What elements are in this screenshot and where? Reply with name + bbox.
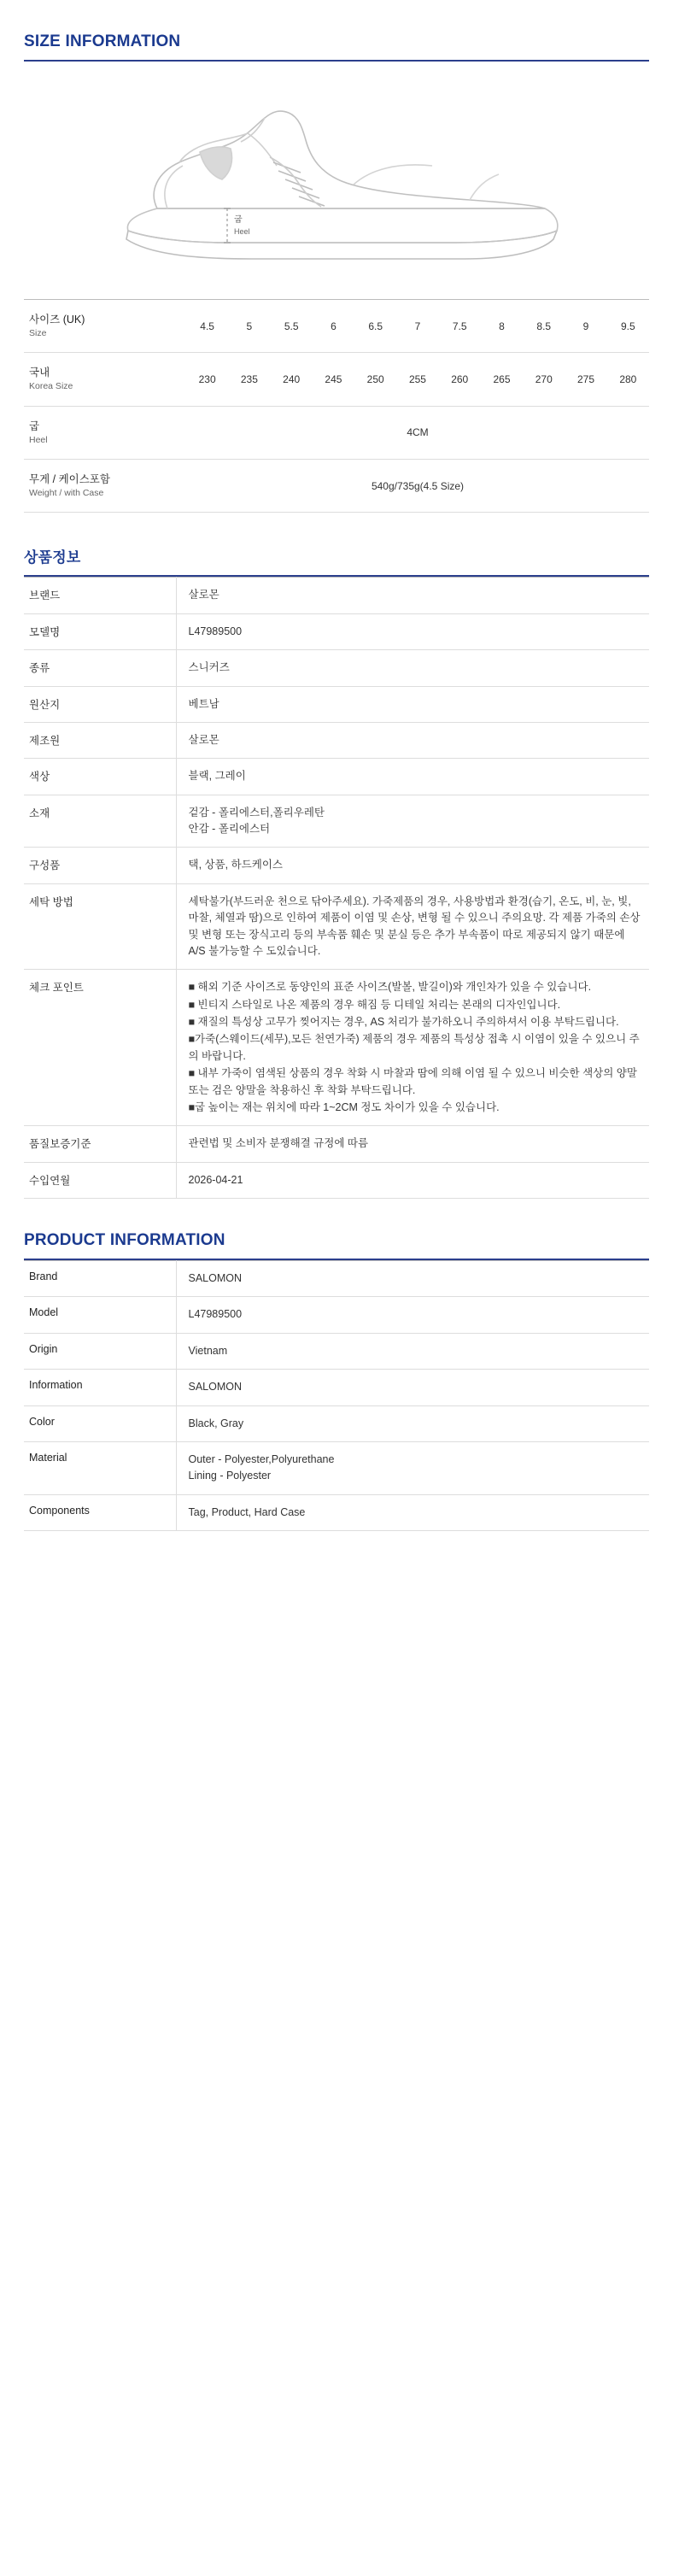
info-value: 관련법 및 소비자 분쟁해결 규정에 따름 [188,1137,369,1150]
info-label: 제조원 [24,722,176,758]
info-value: 살로몬 [188,589,219,601]
table-row [24,1441,649,1494]
check-point-item: ■ 내부 가죽이 염색된 상품의 경우 착화 시 마찰과 땀에 의해 이염 될 수 있으니 비슷한 색상의 양말 또는 검은 양말을 착용하신 후 착화 부탁드립니다. [188,1067,637,1096]
check-point-item: ■가죽(스웨이드(세무),모든 천연가죽) 제품의 경우 제품의 특성상 접촉 시 이염이 있을 수 있으니 주의 바랍니다. [188,1033,640,1062]
info-label: Color [24,1405,176,1441]
weight-row-label: 무게 / 케이스포함 Weight / with Case [29,473,110,499]
weight-value: 540g/735g(4.5 Size) [371,479,465,492]
size-cell: 255 [408,373,426,386]
table-row [24,883,649,970]
info-value: Tag, Product, Hard Case [188,1505,306,1518]
table-row [24,353,649,406]
table-row [24,686,649,722]
table-row [24,406,649,459]
korea-size-row-label: 국내 Korea Size [29,367,73,392]
table-row [24,848,649,883]
bottom-spacer [24,1531,649,1557]
info-label: 브랜드 [24,578,176,613]
size-cell: 8 [499,320,505,332]
size-cell: 9.5 [620,320,635,332]
info-label: 모델명 [24,613,176,649]
check-point-list [176,970,649,1126]
table-row [24,1126,649,1162]
heel-row-label: 굽 Heel [29,420,48,445]
info-label: Origin [24,1333,176,1369]
heel-label-en: Heel [234,227,250,236]
table-row [24,759,649,795]
info-label: 품질보증기준 [24,1126,176,1162]
heel-label-ko: 굽 [234,215,243,225]
info-label: Brand [24,1261,176,1297]
table-row [24,578,649,613]
info-value: 세탁불가(부드러운 천으로 닦아주세요). 가죽제품의 경우, 사용방법과 환경(습기, 온도, 비, 눈, 빛, 마찰, 체열과 땀)으로 인하여 제품이 이염 및 손상, 변형 될 수 있으니 주의요망. 각 제품 가죽의 손상 및 변형 또는 장식고리 등의 부속품 훼손 및 분실 등은 추가 부속품이 따로 제공되지 않기 때문에 A/S 불가능할 수 도있습니다. [188,895,641,957]
info-label: 수입연월 [24,1162,176,1198]
sneaker-line-drawing [97,80,576,277]
table-row [24,1370,649,1405]
check-point-item: ■굽 높이는 재는 위치에 따라 1~2CM 정도 차이가 있을 수 있습니다. [188,1100,500,1113]
product-info-table-en [24,1260,649,1531]
size-cell: 235 [240,373,258,386]
size-cell: 260 [451,373,469,386]
size-cell: 245 [325,373,342,386]
table-row [24,1494,649,1530]
info-value: 살로몬 [188,733,219,746]
check-point-item: ■ 해외 기준 사이즈로 동양인의 표준 사이즈(발볼, 발길이)와 개인차가 있을 수 있습니다. [188,981,592,994]
info-value [176,1441,649,1494]
table-row [24,1261,649,1297]
size-cell: 8.5 [536,320,552,332]
table-row [24,1162,649,1198]
info-value: Black, Gray [188,1417,244,1429]
check-point-item: ■ 재질의 특성상 고무가 찢어지는 경우, AS 처리가 불가하오니 주의하셔서 이용 부탁드립니다. [188,1016,619,1028]
product-info-title: 상품정보 [24,549,81,566]
size-cell: 265 [493,373,511,386]
info-value: Vietnam [188,1344,228,1357]
info-label: 구성품 [24,848,176,883]
table-row [24,1333,649,1369]
info-label: 종류 [24,650,176,686]
info-label: 세탁 방법 [24,883,176,970]
size-cell: 7 [414,320,421,332]
size-cell: 5.5 [284,320,299,332]
info-label: Components [24,1494,176,1530]
size-row-label: 사이즈 (UK) Size [29,314,85,339]
info-value: L47989500 [188,625,243,637]
info-label: Model [24,1297,176,1333]
info-value: 2026-04-21 [188,1173,243,1186]
heel-value: 4CM [407,426,429,439]
table-row [24,460,649,513]
info-value: L47989500 [188,1308,243,1321]
info-label: 소재 [24,795,176,848]
info-value: SALOMON [188,1381,243,1394]
material-outer: 겉감 - 폴리에스터,폴리우레탄 [188,806,325,819]
info-value: 베트남 [188,697,219,710]
size-cell: 230 [198,373,216,386]
size-cell: 250 [366,373,384,386]
product-information-title: PRODUCT INFORMATION [24,1231,225,1249]
table-row [24,970,649,1126]
table-row [24,1405,649,1441]
material-outer-en: Outer - Polyester,Polyurethane [188,1452,335,1465]
info-label: 체크 포인트 [24,970,176,1126]
info-label: 색상 [24,759,176,795]
size-cell: 9 [582,320,589,332]
size-cell: 270 [535,373,553,386]
table-row [24,795,649,848]
info-label: Information [24,1370,176,1405]
size-information-title: SIZE INFORMATION [24,32,181,50]
table-row [24,613,649,649]
table-row [24,722,649,758]
info-value: 택, 상품, 하드케이스 [188,859,283,871]
info-value: SALOMON [188,1272,243,1284]
info-value: 스니커즈 [188,661,230,674]
shoe-illustration [24,62,649,299]
size-cell: 5 [246,320,253,332]
size-cell: 280 [619,373,637,386]
info-value: 블랙, 그레이 [188,770,246,783]
size-cell: 275 [577,373,595,386]
size-cell: 240 [283,373,301,386]
material-lining: 안감 - 폴리에스터 [188,823,271,835]
info-label: Material [24,1441,176,1494]
table-row [24,300,649,353]
product-info-table-kr [24,577,649,1199]
size-cell: 4.5 [200,320,214,332]
info-label: 원산지 [24,686,176,722]
check-point-item: ■ 빈티지 스타일로 나온 제품의 경우 해짐 등 디테일 처리는 본래의 디자인입니다. [188,998,561,1011]
size-cell: 6 [331,320,336,332]
info-value [176,795,649,848]
table-row [24,650,649,686]
size-cell: 7.5 [452,320,467,332]
size-cell: 6.5 [368,320,383,332]
table-row [24,1297,649,1333]
material-lining-en: Lining - Polyester [188,1470,272,1482]
size-table [24,299,649,513]
